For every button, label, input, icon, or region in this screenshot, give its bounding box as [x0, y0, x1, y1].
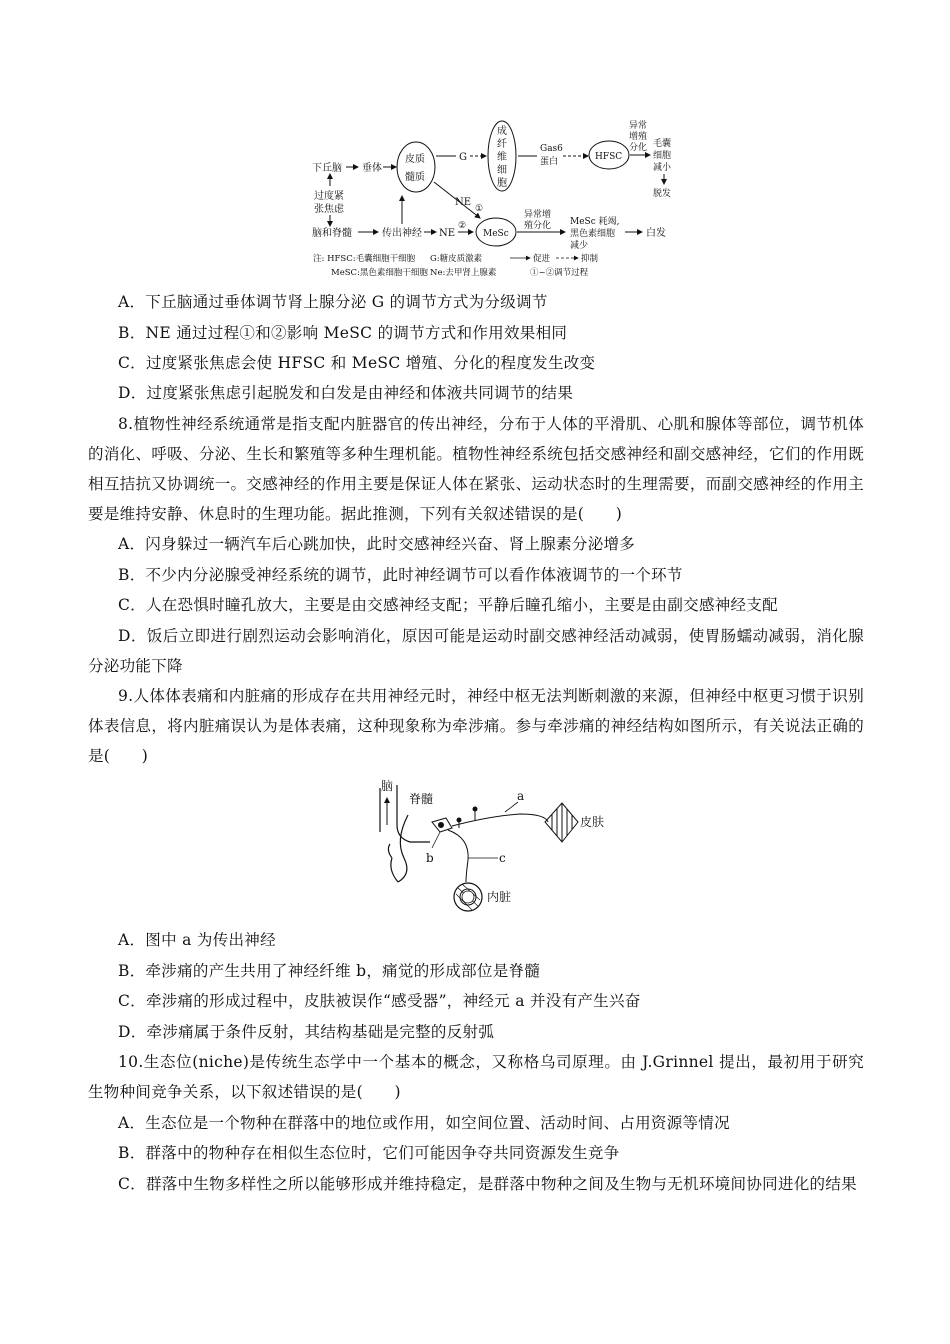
node-anxiety-0: 过度紧	[314, 191, 344, 202]
node-abnormal1-0: 异常	[629, 121, 648, 131]
node-g: G	[459, 152, 467, 163]
node-fibroblast-3: 细	[497, 165, 507, 176]
node-fibroblast-4: 胞	[497, 178, 507, 189]
node-whitehair: 白发	[646, 228, 666, 239]
node-efferent: 传出神经	[382, 228, 422, 239]
note-mesc: MeSC:黑色素细胞干细胞	[331, 268, 428, 278]
node-mesc-use-1: 黑色素细胞	[570, 229, 616, 239]
note-ne: Ne:去甲肾上腺素	[430, 268, 497, 278]
node-fibroblast-1: 纤	[497, 139, 507, 150]
q7-option-c: C．过度紧张焦虑会使 HFSC 和 MeSC 增殖、分化的程度发生改变	[118, 354, 596, 372]
label-spinal-cord: 脊髓	[409, 792, 434, 806]
process-2: ②	[458, 221, 467, 231]
process-1: ①	[475, 204, 484, 214]
node-abnormal2-1: 殖分化	[524, 221, 552, 231]
q9-option-d: D．牵涉痛属于条件反射，其结构基础是完整的反射弧	[118, 1023, 495, 1041]
note-promote: 促进	[533, 254, 551, 264]
q8-option-d: D．饭后立即进行剧烈运动会影响消化，原因可能是运动时副交感神经活动减弱，使胃肠蠕动减弱，消化腺分泌功能下降	[88, 627, 864, 675]
q7-option-b: B．NE 通过过程①和②影响 MeSC 的调节方式和作用效果相同	[118, 324, 568, 342]
node-follicle-1: 细胞	[653, 151, 672, 161]
note-g: G:糖皮质激素	[430, 254, 483, 264]
q9-option-c: C．牵涉痛的形成过程中，皮肤被误作“感受器”，神经元 a 并没有产生兴奋	[118, 992, 641, 1010]
node-fibroblast-0: 成	[497, 126, 507, 137]
label-c: c	[499, 851, 506, 865]
node-gas6: Gas6	[540, 144, 563, 154]
q8-option-b: B．不少内分泌腺受神经系统的调节，此时神经调节可以看作体液调节的一个环节	[118, 566, 683, 584]
note-process: ①~②调节过程	[530, 268, 589, 278]
note-inhibit: 抑制	[581, 254, 599, 264]
node-pituitary: 垂体	[362, 163, 382, 174]
label-skin: 皮肤	[580, 815, 605, 829]
node-mesc: MeSc	[483, 229, 509, 239]
stress-hair-diagram	[0, 0, 950, 290]
node-abnormal2-0: 异常增	[524, 210, 552, 220]
note-hfsc: 注: HFSC:毛囊细胞干细胞	[313, 254, 416, 264]
q8-stem: 8.植物性神经系统通常是指支配内脏器官的传出神经，分布于人体的平滑肌、心肌和腺体等部位，调节机体的消化、呼吸、分泌、生长和繁殖等多种生理机能。植物性神经系统包括交感神经和副交感神经，它们的作用既相互拮抗又协调统一。交感神经的作用主要是保证人体在紧张、运动状态时的生理需要，而副交感神经的作用主要是维持安静、休息时的生理功能。据此推测，下列有关叙述错误的是( )	[88, 415, 864, 523]
label-b: b	[426, 851, 434, 865]
node-hfsc: HFSC	[595, 152, 623, 162]
node-mesc-use-2: 减少	[570, 241, 589, 251]
node-gas6-protein: 蛋白	[540, 157, 559, 167]
node-abnormal1-1: 增殖	[629, 132, 648, 142]
node-ne-top: NE	[455, 197, 472, 208]
node-fibroblast-2: 维	[497, 152, 507, 163]
q9-option-a: A．图中 a 为传出神经	[118, 931, 276, 949]
q10-stem: 10.生态位(niche)是传统生态学中一个基本的概念，又称格乌司原理。由 J.Grinnel 提出，最初用于研究生物种间竞争关系，以下叙述错误的是( )	[88, 1053, 864, 1101]
node-mesc-use-0: MeSc 耗竭,	[570, 217, 620, 227]
node-brain-spinal: 脑和脊髓	[312, 228, 352, 239]
node-cortex: 皮质	[405, 154, 425, 165]
node-hypothalamus: 下丘脑	[312, 163, 342, 174]
q7-option-d: D．过度紧张焦虑引起脱发和白发是由神经和体液共同调节的结果	[118, 384, 574, 402]
node-ne-bottom: NE	[439, 228, 456, 239]
q8-option-a: A．闪身躲过一辆汽车后心跳加快，此时交感神经兴奋、肾上腺素分泌增多	[118, 535, 636, 553]
q8-option-c: C．人在恐惧时瞳孔放大，主要是由交感神经支配；平静后瞳孔缩小，主要是由副交感神经支配	[118, 596, 778, 614]
q7-option-a: A．下丘脑通过垂体调节肾上腺分泌 G 的调节方式为分级调节	[118, 293, 548, 311]
q9-stem: 9.人体体表痛和内脏痛的形成存在共用神经元时，神经中枢无法判断刺激的来源，但神经中枢更习惯于识别体表信息，将内脏痛误认为是体表痛，这种现象称为牵涉痛。参与牵涉痛的神经结构如图所示，有关说法正确的是( )	[88, 687, 864, 765]
q10-option-c: C．群落中生物多样性之所以能够形成并维持稳定，是群落中物种之间及生物与无机环境间协同进化的结果	[118, 1175, 857, 1193]
node-follicle-0: 毛囊	[653, 139, 672, 149]
label-brain: 脑	[381, 779, 394, 793]
node-hairloss: 脱发	[653, 189, 672, 199]
node-medulla: 髓质	[405, 172, 425, 183]
node-follicle-2: 减小	[653, 163, 672, 173]
referred-pain-diagram	[0, 770, 950, 920]
q9-option-b: B．牵涉痛的产生共用了神经纤维 b，痛觉的形成部位是脊髓	[118, 962, 541, 980]
node-anxiety-1: 张焦虑	[314, 204, 344, 215]
q10-option-a: A．生态位是一个物种在群落中的地位或作用，如空间位置、活动时间、占用资源等情况	[118, 1114, 730, 1132]
q10-option-b: B．群落中的物种存在相似生态位时，它们可能因争夺共同资源发生竞争	[118, 1144, 620, 1162]
node-abnormal1-2: 分化	[629, 143, 648, 153]
label-a: a	[517, 789, 525, 803]
label-viscera: 内脏	[487, 890, 512, 904]
